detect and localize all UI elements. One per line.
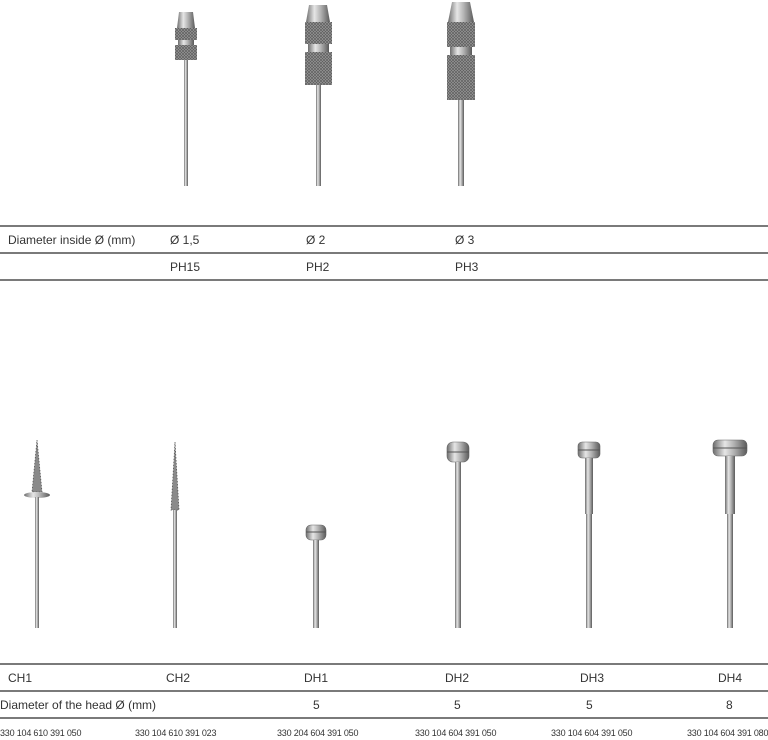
dh3-ref: 330 104 604 391 050 [551,728,633,738]
diameter-inside-label: Diameter inside Ø (mm) [8,233,136,247]
ch2-code: CH2 [166,671,191,685]
dh1-head-diameter: 5 [313,698,320,712]
ch2-ref: 330 104 610 391 023 [135,728,217,738]
dh2-code: DH2 [445,671,470,685]
pin-holder-ph3-image [447,2,475,186]
mandrel-dh4-image [713,440,747,628]
mandrel-dh3-image [578,442,600,628]
ch1-ref: 330 104 610 391 050 [0,728,82,738]
dh2-ref: 330 104 604 391 050 [415,728,497,738]
ph2-code: PH2 [306,260,330,274]
ph2-diameter: Ø 2 [306,233,326,247]
dh1-ref: 330 204 604 391 050 [277,728,359,738]
mandrel-ch2-image [171,442,179,628]
dh4-head-diameter: 8 [726,698,733,712]
dh2-head-diameter: 5 [454,698,461,712]
mandrel-dh2-image [447,442,469,628]
ch1-code: CH1 [8,671,33,685]
table-rule [0,252,768,254]
dh4-code: DH4 [718,671,743,685]
table-rule [0,663,768,665]
ph15-diameter: Ø 1,5 [170,233,200,247]
mandrel-ch1-image [24,440,50,628]
table-rule [0,717,768,719]
dh1-code: DH1 [304,671,329,685]
table-rule [0,690,768,692]
table-rule [0,225,768,227]
pin-holder-ph2-image [305,5,332,186]
dh3-code: DH3 [580,671,605,685]
ph3-code: PH3 [455,260,479,274]
pin-holder-ph15-image [175,12,197,186]
head-diameter-label: Diameter of the head Ø (mm) [0,698,157,712]
ph3-diameter: Ø 3 [455,233,475,247]
ph15-code: PH15 [170,260,201,274]
table-rule [0,279,768,281]
dh4-ref: 330 104 604 391 080 [687,728,768,738]
dh3-head-diameter: 5 [586,698,593,712]
mandrel-dh1-image [306,525,326,628]
